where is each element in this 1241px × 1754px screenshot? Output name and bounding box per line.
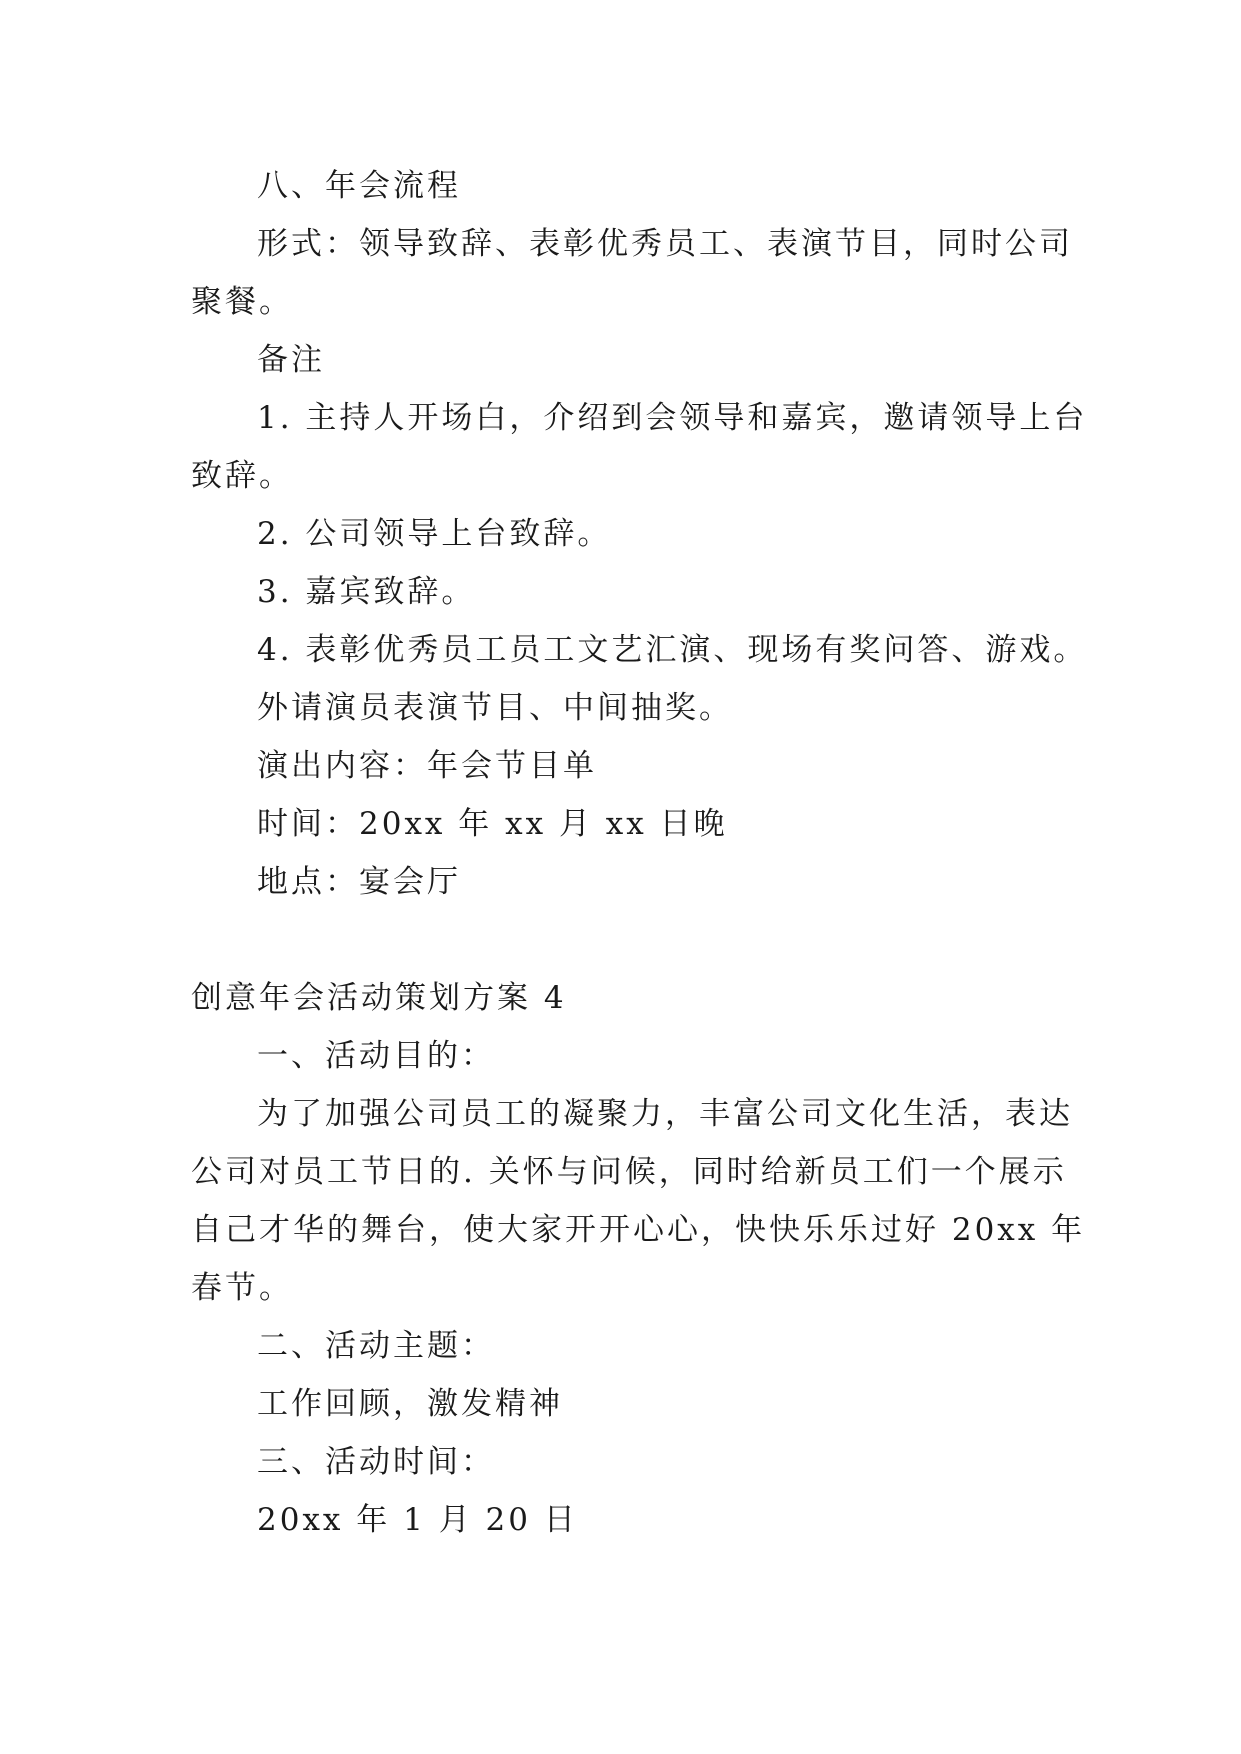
section-heading-time: 三、活动时间：	[257, 1444, 495, 1480]
section-heading-purpose: 一、活动目的：	[257, 1038, 495, 1074]
document-title: 创意年会活动策划方案 4	[191, 980, 567, 1016]
paragraph-time: 时间：20xx 年 xx 月 xx 日晚	[257, 806, 728, 842]
paragraph-external-performers: 外请演员表演节目、中间抽奖。	[257, 690, 733, 726]
section-heading-annual-meeting-process: 八、年会流程	[257, 168, 461, 204]
paragraph-purpose-line-4: 春节。	[191, 1270, 293, 1306]
remarks-heading: 备注	[257, 342, 325, 378]
paragraph-purpose-line-2: 公司对员工节日的. 关怀与问候，同时给新员工们一个展示	[191, 1154, 1067, 1190]
paragraph-format: 形式：领导致辞、表彰优秀员工、表演节目，同时公司	[257, 226, 1073, 262]
list-item-3: 3. 嘉宾致辞。	[257, 574, 476, 610]
list-item-4: 4. 表彰优秀员工员工文艺汇演、现场有奖问答、游戏。	[257, 632, 1088, 668]
list-item-1: 1. 主持人开场白，介绍到会领导和嘉宾，邀请领导上台	[257, 400, 1088, 436]
list-item-1-continued: 致辞。	[191, 458, 293, 494]
section-heading-theme: 二、活动主题：	[257, 1328, 495, 1364]
paragraph-theme: 工作回顾，激发精神	[257, 1386, 563, 1422]
paragraph-purpose-line-3: 自己才华的舞台，使大家开开心心，快快乐乐过好 20xx 年	[191, 1212, 1086, 1248]
paragraph-performance-content: 演出内容：年会节目单	[257, 748, 597, 784]
paragraph-location: 地点：宴会厅	[257, 864, 461, 900]
list-item-2: 2. 公司领导上台致辞。	[257, 516, 612, 552]
paragraph-format-continued: 聚餐。	[191, 284, 293, 320]
paragraph-purpose: 为了加强公司员工的凝聚力，丰富公司文化生活，表达	[257, 1096, 1073, 1132]
paragraph-activity-date: 20xx 年 1 月 20 日	[257, 1502, 578, 1538]
